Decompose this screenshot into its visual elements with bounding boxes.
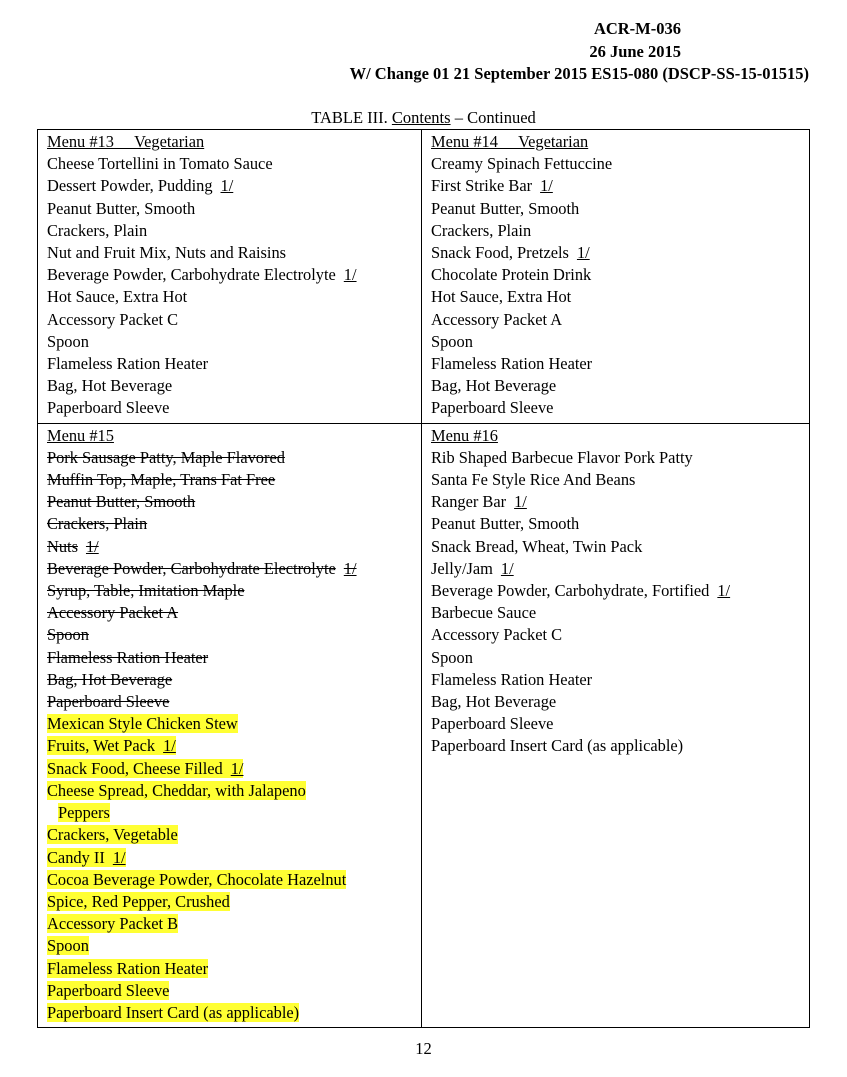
footnote-ref: 1/ <box>717 581 731 601</box>
list-item <box>47 580 421 602</box>
list-item <box>431 513 809 535</box>
list-item <box>431 153 809 175</box>
menu-14-title: Menu #14 Vegetarian <box>431 132 589 151</box>
item-text: Spoon <box>47 936 89 956</box>
list-item <box>47 242 421 264</box>
list-item <box>47 153 421 175</box>
item-text: Snack Food, Pretzels <box>431 243 569 263</box>
menu-14-list <box>431 153 809 419</box>
list-item <box>47 780 421 802</box>
item-text: Peppers <box>58 803 110 823</box>
list-item <box>47 647 421 669</box>
footnote-ref: 1/ <box>230 758 244 778</box>
list-item <box>47 286 421 308</box>
list-item <box>47 735 421 757</box>
list-item <box>431 264 809 286</box>
list-item <box>431 331 809 353</box>
menu-16-cell <box>422 423 810 1027</box>
list-item <box>431 558 809 580</box>
list-item <box>47 847 421 869</box>
item-text: Flameless Ration Heater <box>47 354 209 374</box>
list-item <box>431 647 809 669</box>
list-item <box>431 713 809 735</box>
menu-contents-table <box>37 129 810 1028</box>
document-id: ACR-M-036 <box>593 19 681 38</box>
document-date: 26 June 2015 <box>589 42 681 61</box>
list-item <box>431 397 809 419</box>
item-text: Santa Fe Style Rice And Beans <box>431 470 636 490</box>
list-item <box>431 669 809 691</box>
item-text: Candy II <box>47 847 105 867</box>
list-item <box>47 980 421 1002</box>
item-text: Flameless Ration Heater <box>47 958 209 978</box>
list-item <box>47 758 421 780</box>
item-text: Accessory Packet C <box>431 625 563 645</box>
list-item <box>47 309 421 331</box>
list-item <box>47 713 421 735</box>
item-text: Spoon <box>431 331 473 351</box>
footnote-ref: 1/ <box>514 492 527 512</box>
item-text: Paperboard Insert Card (as applicable) <box>431 736 684 756</box>
menu-13-cell <box>38 130 422 424</box>
item-text: Paperboard Sleeve <box>431 398 554 418</box>
item-text: Paperboard Sleeve <box>47 980 170 1000</box>
item-text: Barbecue Sauce <box>431 603 537 623</box>
list-item <box>47 935 421 957</box>
page-number: 12 <box>415 1039 432 1058</box>
list-item <box>47 353 421 375</box>
list-item <box>47 624 421 646</box>
item-text: Accessory Packet A <box>47 603 179 623</box>
list-item <box>47 331 421 353</box>
list-item <box>431 198 809 220</box>
list-item <box>47 824 421 846</box>
item-text: Syrup, Table, Imitation Maple <box>47 581 245 601</box>
item-text: Crackers, Vegetable <box>47 825 178 845</box>
item-text: Accessory Packet C <box>47 309 179 329</box>
item-text: Bag, Hot Beverage <box>431 376 557 396</box>
menu-13-title: Menu #13 Vegetarian <box>47 132 205 151</box>
item-text: Flameless Ration Heater <box>431 669 593 689</box>
list-item <box>47 558 421 580</box>
footnote-ref: 1/ <box>576 243 590 263</box>
footnote-ref: 1/ <box>163 736 176 756</box>
item-text: Mexican Style Chicken Stew <box>47 714 238 734</box>
list-item <box>431 220 809 242</box>
footnote-ref: 1/ <box>500 558 514 578</box>
list-item <box>47 447 421 469</box>
list-item <box>47 264 421 286</box>
item-text: Spoon <box>47 625 89 645</box>
list-item <box>47 491 421 513</box>
item-text: Beverage Powder, Carbohydrate Electrolyte <box>47 265 336 285</box>
item-text: Paperboard Insert Card (as applicable) <box>47 1002 300 1022</box>
item-text: Ranger Bar <box>431 492 507 512</box>
item-text: Snack Bread, Wheat, Twin Pack <box>431 536 643 556</box>
item-text: Crackers, Plain <box>47 220 148 240</box>
list-item <box>47 536 421 558</box>
list-item <box>431 602 809 624</box>
list-item <box>431 353 809 375</box>
list-item <box>47 375 421 397</box>
item-text: Crackers, Plain <box>47 514 148 534</box>
list-item <box>47 1002 421 1024</box>
list-item <box>47 958 421 980</box>
item-text: Paperboard Sleeve <box>47 398 170 418</box>
item-text: Nut and Fruit Mix, Nuts and Raisins <box>47 243 287 263</box>
list-item <box>431 469 809 491</box>
list-item <box>431 735 809 757</box>
list-item <box>47 891 421 913</box>
menu-16-title: Menu #16 <box>431 425 498 445</box>
item-text: Peanut Butter, Smooth <box>47 198 196 218</box>
list-item <box>47 175 421 197</box>
item-text: Snack Food, Cheese Filled <box>47 758 223 778</box>
menu-15-added-list <box>47 713 421 1024</box>
item-text: Muffin Top, Maple, Trans Fat Free <box>47 470 276 490</box>
list-item <box>431 624 809 646</box>
item-text: Flameless Ration Heater <box>431 354 593 374</box>
footnote-ref: 1/ <box>85 536 99 556</box>
item-text: Accessory Packet A <box>431 309 563 329</box>
list-item <box>431 536 809 558</box>
menu-15-removed-list <box>47 447 421 713</box>
list-item <box>47 397 421 419</box>
item-text: Hot Sauce, Extra Hot <box>47 287 188 307</box>
item-text: Cocoa Beverage Powder, Chocolate Hazelnut <box>47 869 347 889</box>
item-text: Spice, Red Pepper, Crushed <box>47 891 230 911</box>
menu-15-title: Menu #15 <box>47 425 114 445</box>
item-text: Jelly/Jam <box>431 558 493 578</box>
list-item <box>431 286 809 308</box>
list-item <box>47 802 421 824</box>
item-text: Peanut Butter, Smooth <box>431 514 580 534</box>
list-item <box>47 913 421 935</box>
item-text: Peanut Butter, Smooth <box>47 492 196 512</box>
item-text: Fruits, Wet Pack <box>47 736 156 756</box>
item-text: Beverage Powder, Carbohydrate, Fortified <box>431 581 710 601</box>
item-text: Rib Shaped Barbecue Flavor Pork Patty <box>431 447 693 467</box>
item-text: Cheese Spread, Cheddar, with Jalapeno <box>47 780 306 800</box>
list-item <box>47 220 421 242</box>
item-text: Bag, Hot Beverage <box>431 692 557 712</box>
list-item <box>47 469 421 491</box>
footnote-ref: 1/ <box>540 176 553 196</box>
item-text: Peanut Butter, Smooth <box>431 198 580 218</box>
item-text: Nuts <box>47 536 78 556</box>
menu-14-cell <box>422 130 810 424</box>
menu-15-cell <box>38 423 422 1027</box>
list-item <box>47 669 421 691</box>
item-text: Paperboard Sleeve <box>47 692 170 712</box>
list-item <box>47 513 421 535</box>
item-text: Creamy Spinach Fettuccine <box>431 154 613 174</box>
item-text: Accessory Packet B <box>47 914 179 934</box>
list-item <box>431 447 809 469</box>
item-text: First Strike Bar <box>431 176 533 196</box>
item-text: Beverage Powder, Carbohydrate Electrolyte <box>47 558 336 578</box>
item-text: Flameless Ration Heater <box>47 647 209 667</box>
list-item <box>431 580 809 602</box>
item-text: Chocolate Protein Drink <box>431 265 592 285</box>
footnote-ref: 1/ <box>112 847 126 867</box>
menu-16-list <box>431 447 809 758</box>
list-item <box>431 175 809 197</box>
item-text: Bag, Hot Beverage <box>47 376 173 396</box>
footnote-ref: 1/ <box>343 265 357 285</box>
item-text: Bag, Hot Beverage <box>47 669 173 689</box>
list-item <box>47 198 421 220</box>
footnote-ref: 1/ <box>343 558 357 578</box>
menu-13-list <box>47 153 421 419</box>
item-text: Dessert Powder, Pudding <box>47 176 213 196</box>
change-notice: W/ Change 01 21 September 2015 ES15-080 (DSCP-SS-15-01515) <box>349 64 809 83</box>
list-item <box>431 691 809 713</box>
item-text: Hot Sauce, Extra Hot <box>431 287 572 307</box>
list-item <box>431 242 809 264</box>
item-text: Paperboard Sleeve <box>431 714 554 734</box>
list-item <box>47 869 421 891</box>
item-text: Spoon <box>47 331 89 351</box>
list-item <box>47 691 421 713</box>
item-text: Cheese Tortellini in Tomato Sauce <box>47 154 273 174</box>
list-item <box>431 309 809 331</box>
item-text: Spoon <box>431 647 473 667</box>
footnote-ref: 1/ <box>220 176 234 196</box>
list-item <box>47 602 421 624</box>
item-text: Pork Sausage Patty, Maple Flavored <box>47 447 285 467</box>
list-item <box>431 491 809 513</box>
item-text: Crackers, Plain <box>431 220 532 240</box>
list-item <box>431 375 809 397</box>
table-caption: TABLE III. Contents – Continued <box>311 108 536 127</box>
